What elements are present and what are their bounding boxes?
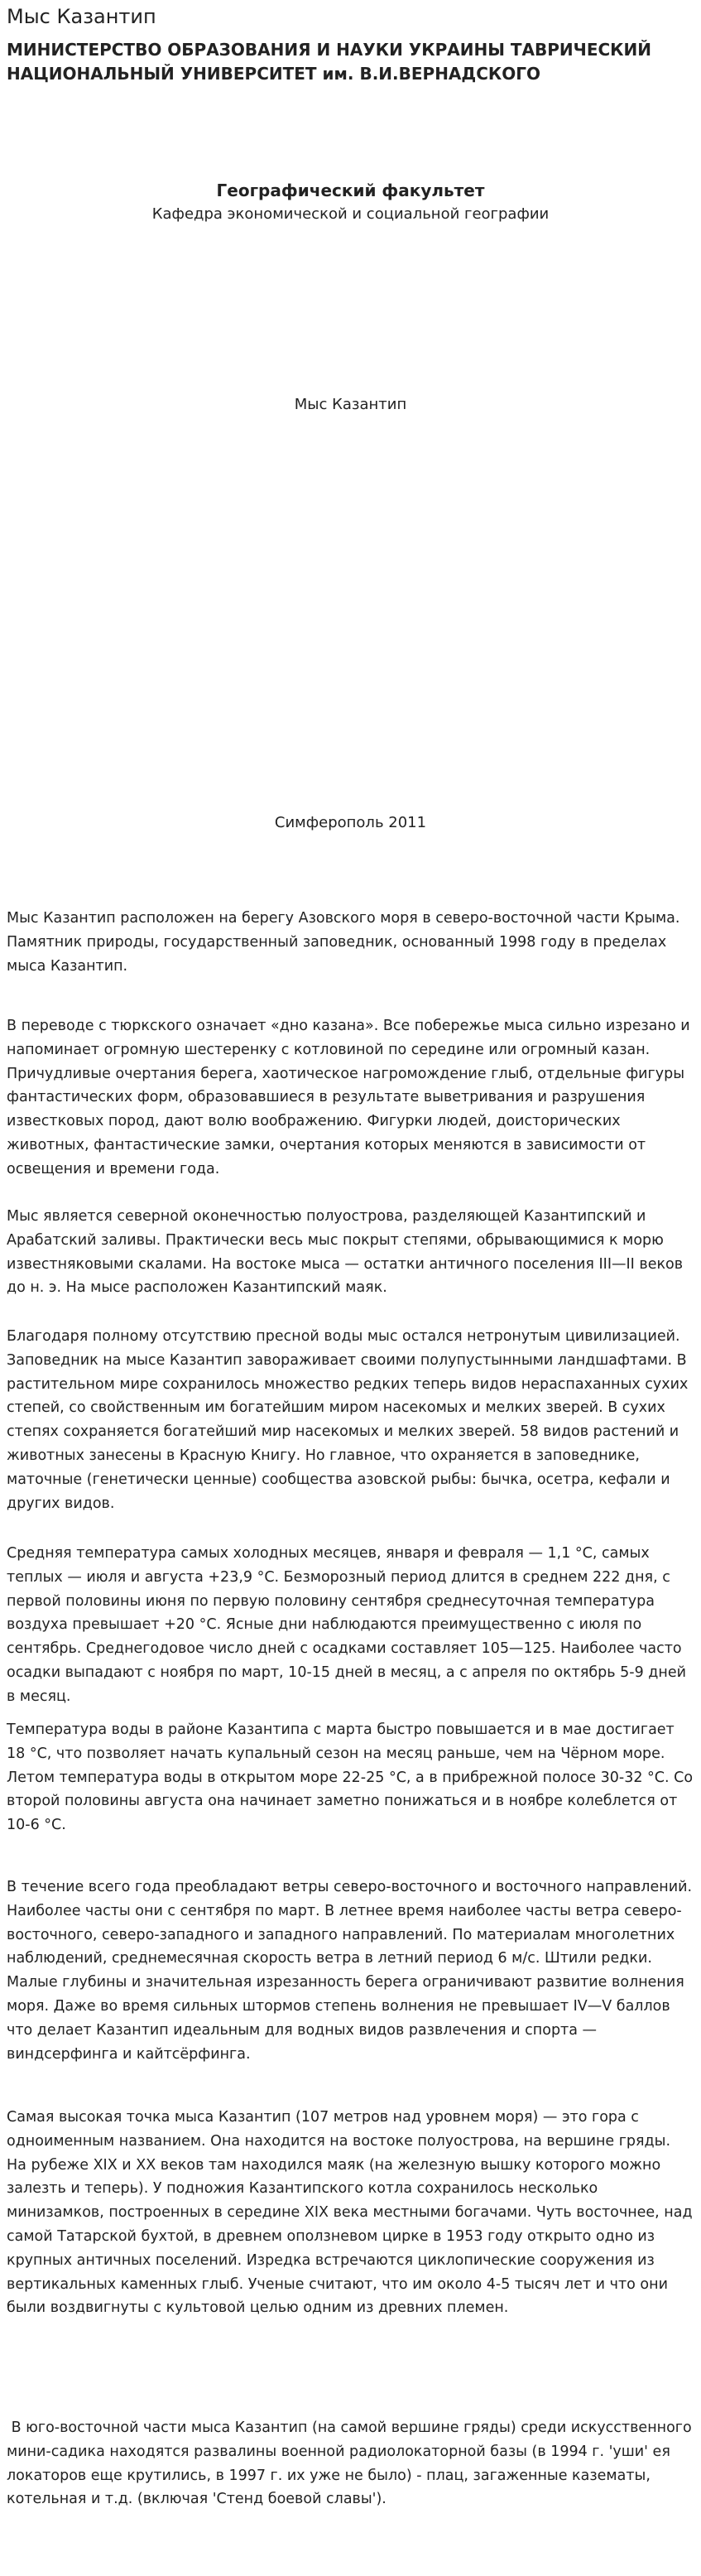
paragraph-highest-point: Самая высокая точка мыса Казантип (107 метров над уровнем моря) — это гора с одноименным названием. Она находится на востоке полуострова, на вершине гряды. На рубеже XIX и XX веков там находился маяк (на железную вышку которого можно залезть и теперь). У подножия Казантипского котла сохранилось несколько минизамков, построенных в середине XIX века местными богачами. Чуть восточнее, над самой Татарской бухтой, в древнем оползневом цирке в 1953 году открыто одно из крупных античных поселений. Изредка встречаются циклопические сооружения из вертикальных каменных глыб. Ученые считают, что им около 4-5 тысяч лет и что они были воздвигнуты с культовой целью одним из древних племен. (7, 2109, 693, 2317)
paragraph-location: Мыс Казантип расположен на берегу Азовского моря в северо-восточной части Крыма. Памятник природы, государственный заповедник, основанный 1998 году в пределах мыса Казантип. (7, 910, 680, 975)
city-year: Симферополь 2011 (274, 814, 427, 831)
paragraph-water-temperature: Температура воды в районе Казантипа с марта быстро повышается и в мае достигает 18 °С, что позволяет начать купальный сезон на месяц раньше, чем на Чёрном море. Летом температура воды в открытом море 22-25 °С, а в прибрежной полосе 30-32 °С. Со второй половины августа она начинает заметно понижаться и в ноябре колеблется от 10-6 °С. (7, 1721, 694, 1834)
paragraph-winds: В течение всего года преобладают ветры северо-восточного и восточного направлений. Наиболее часты они с сентября по март. В летнее время наиболее часты ветра северо-восточного, северо-западного и западного направлений. По материалам многолетних наблюдений, среднемесячная скорость ветра в летний период 6 м/с. Штили редки. Малые глубины и значительная изрезанность берега ограничивают развитие волнения моря. Даже во время сильных штормов степень волнения не превышает IV—V баллов что делает Казантип идеальным для водных видов развлечения и спорта — виндсерфинга и кайтсёрфинга. (7, 1879, 693, 2063)
paragraph-name-origin: В переводе с тюркского означает «дно казана». Все побережье мыса сильно изрезано и напоминает огромную шестеренку с котловиной по середине или огромный казан. Причудливые очертания берега, хаотическое нагромождение глыб, отдельные фигуры фантастических форм, образовавшиеся в результате выветривания и разрушения известковых пород, дают волю воображению. Фигурки людей, доисторических животных, фантастические замки, очертания которых меняются в зависимости от освещения и времени года. (7, 1018, 690, 1177)
paragraph-military-base: В юго-восточной части мыса Казантип (на самой вершине гряды) среди искусственного мини-садика находятся развалины военной радиолокаторной базы (в 1994 г. 'уши' ея локаторов еще крутились, в 1997 г. их уже не было) - плац, загаженные казематы, котельная и т.д. (включая 'Стенд боевой славы'). (7, 2420, 697, 2508)
faculty-name: Географический факультет (216, 181, 485, 200)
paragraph-climate: Средняя температура самых холодных месяцев, января и февраля — 1,1 °С, самых теплых — июля и августа +23,9 °С. Безморозный период длится в среднем 222 дня, с первой половины июня по первую половину сентября среднесуточная температура воздуха превышает +20 °С. Ясные дни наблюдаются преимущественно с июля по сентябрь. Среднегодовое число дней с осадками составляет 105—125. Наиболее часто осадки выпадают с ноября по март, 10-15 дней в месяц, а с апреля по октябрь 5-9 дней в месяц. (7, 1545, 686, 1705)
paragraph-nature: Благодаря полному отсутствию пресной воды мыс остался нетронутым цивилизацией. Заповедник на мысе Казантип завораживает своими полупустынными ландшафтами. В растительном мире сохранилось множество редких теперь видов нераспаханных сухих степей, со свойственным им богатейшим миром насекомых и мелких зверей. В сухих степях сохраняется богатейший мир насекомых и мелких зверей. 58 видов растений и животных занесены в Красную Книгу. Но главное, что охраняется в заповеднике, маточные (генетически ценные) сообщества азовской рыбы: бычка, осетра, кефали и других видов. (7, 1328, 689, 1512)
paragraph-geography: Мыс является северной оконечностью полуострова, разделяющей Казантипский и Арабатский заливы. Практически весь мыс покрыт степями, обрывающимися к морю известняковыми скалами. На востоке мыса — остатки античного поселения III—II веков до н. э. На мысе расположен Казантипский маяк. (7, 1208, 684, 1297)
ministry-heading: МИНИСТЕРСТВО ОБРАЗОВАНИЯ И НАУКИ УКРАИНЫ ТАВРИЧЕСКИЙ НАЦИОНАЛЬНЫЙ УНИВЕРСИТЕТ им. В.И.ВЕРНАДСКОГО (7, 40, 651, 84)
document-title: Мыс Казантип (7, 5, 156, 28)
department-name: Кафедра экономической и социальной географии (151, 205, 550, 223)
topic-title: Мыс Казантип (294, 396, 407, 413)
